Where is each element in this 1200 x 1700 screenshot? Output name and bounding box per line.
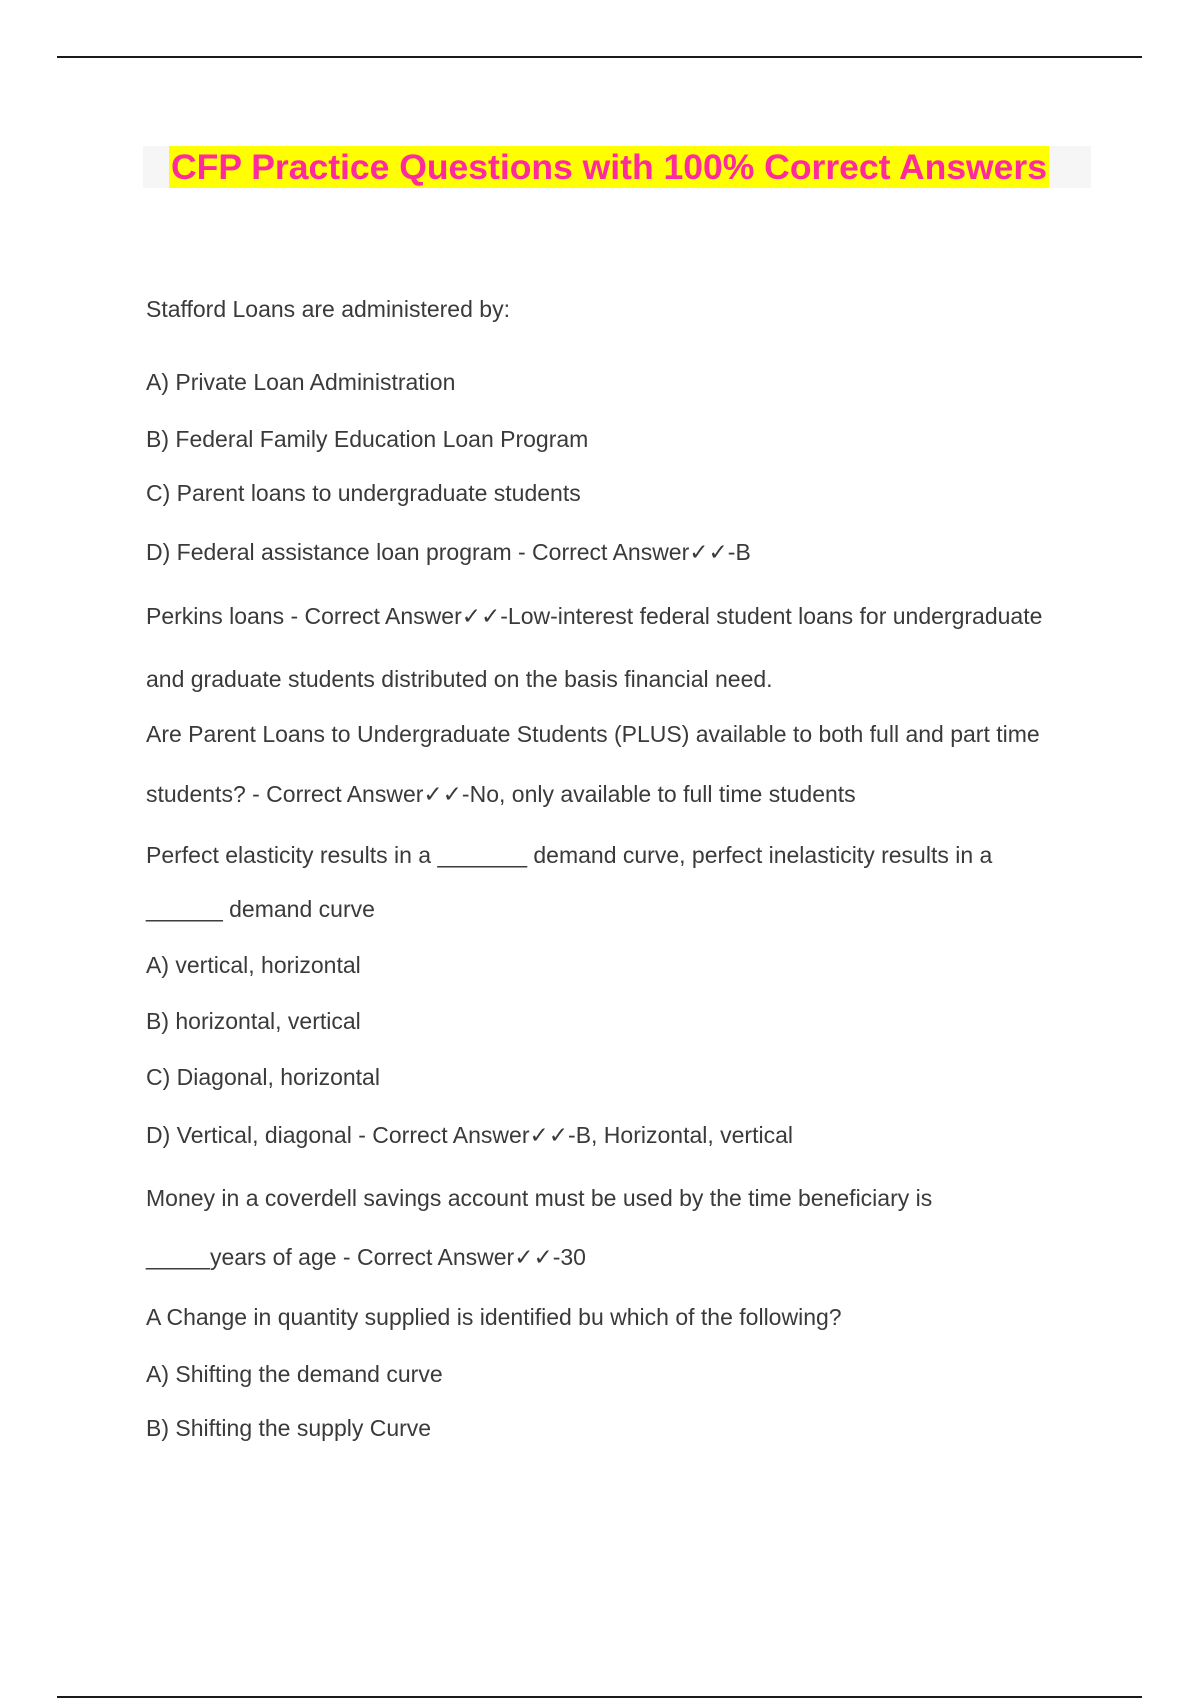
- plus-question-line-2: students? - Correct Answer✓✓-No, only available to full time students: [146, 781, 856, 807]
- option-b: B) Shifting the supply Curve: [146, 1415, 432, 1441]
- coverdell-question-line-2: _____years of age - Correct Answer✓✓-30: [146, 1244, 586, 1270]
- option-d-answer: D) Federal assistance loan program - Correct Answer✓✓-B: [146, 539, 751, 565]
- plus-question-line-1: Are Parent Loans to Undergraduate Students (PLUS) available to both full and part time: [146, 721, 1040, 747]
- coverdell-question-line-1: Money in a coverdell savings account must be used by the time beneficiary is: [146, 1185, 933, 1211]
- question-stafford: Stafford Loans are administered by:: [146, 296, 510, 322]
- option-c: C) Diagonal, horizontal: [146, 1064, 380, 1090]
- option-a: A) vertical, horizontal: [146, 952, 361, 978]
- elasticity-question-line-1: Perfect elasticity results in a _______ demand curve, perfect inelasticity results in a: [146, 842, 993, 868]
- elasticity-question-line-2: ______ demand curve: [146, 896, 375, 922]
- option-a: A) Shifting the demand curve: [146, 1361, 443, 1387]
- perkins-answer-line-2: and graduate students distributed on the basis financial need.: [146, 666, 773, 692]
- option-b: B) Federal Family Education Loan Program: [146, 426, 589, 452]
- perkins-answer-line-1: Perkins loans - Correct Answer✓✓-Low-interest federal student loans for undergraduate: [146, 603, 1043, 629]
- header-rule: [57, 56, 1142, 58]
- supply-question: A Change in quantity supplied is identified bu which of the following?: [146, 1304, 842, 1330]
- footer-rule: [57, 1696, 1142, 1698]
- option-d-answer: D) Vertical, diagonal - Correct Answer✓✓-B, Horizontal, vertical: [146, 1122, 793, 1148]
- option-a: A) Private Loan Administration: [146, 369, 456, 395]
- document-title: CFP Practice Questions with 100% Correct Answers: [171, 147, 1047, 187]
- option-c: C) Parent loans to undergraduate students: [146, 480, 581, 506]
- option-b: B) horizontal, vertical: [146, 1008, 361, 1034]
